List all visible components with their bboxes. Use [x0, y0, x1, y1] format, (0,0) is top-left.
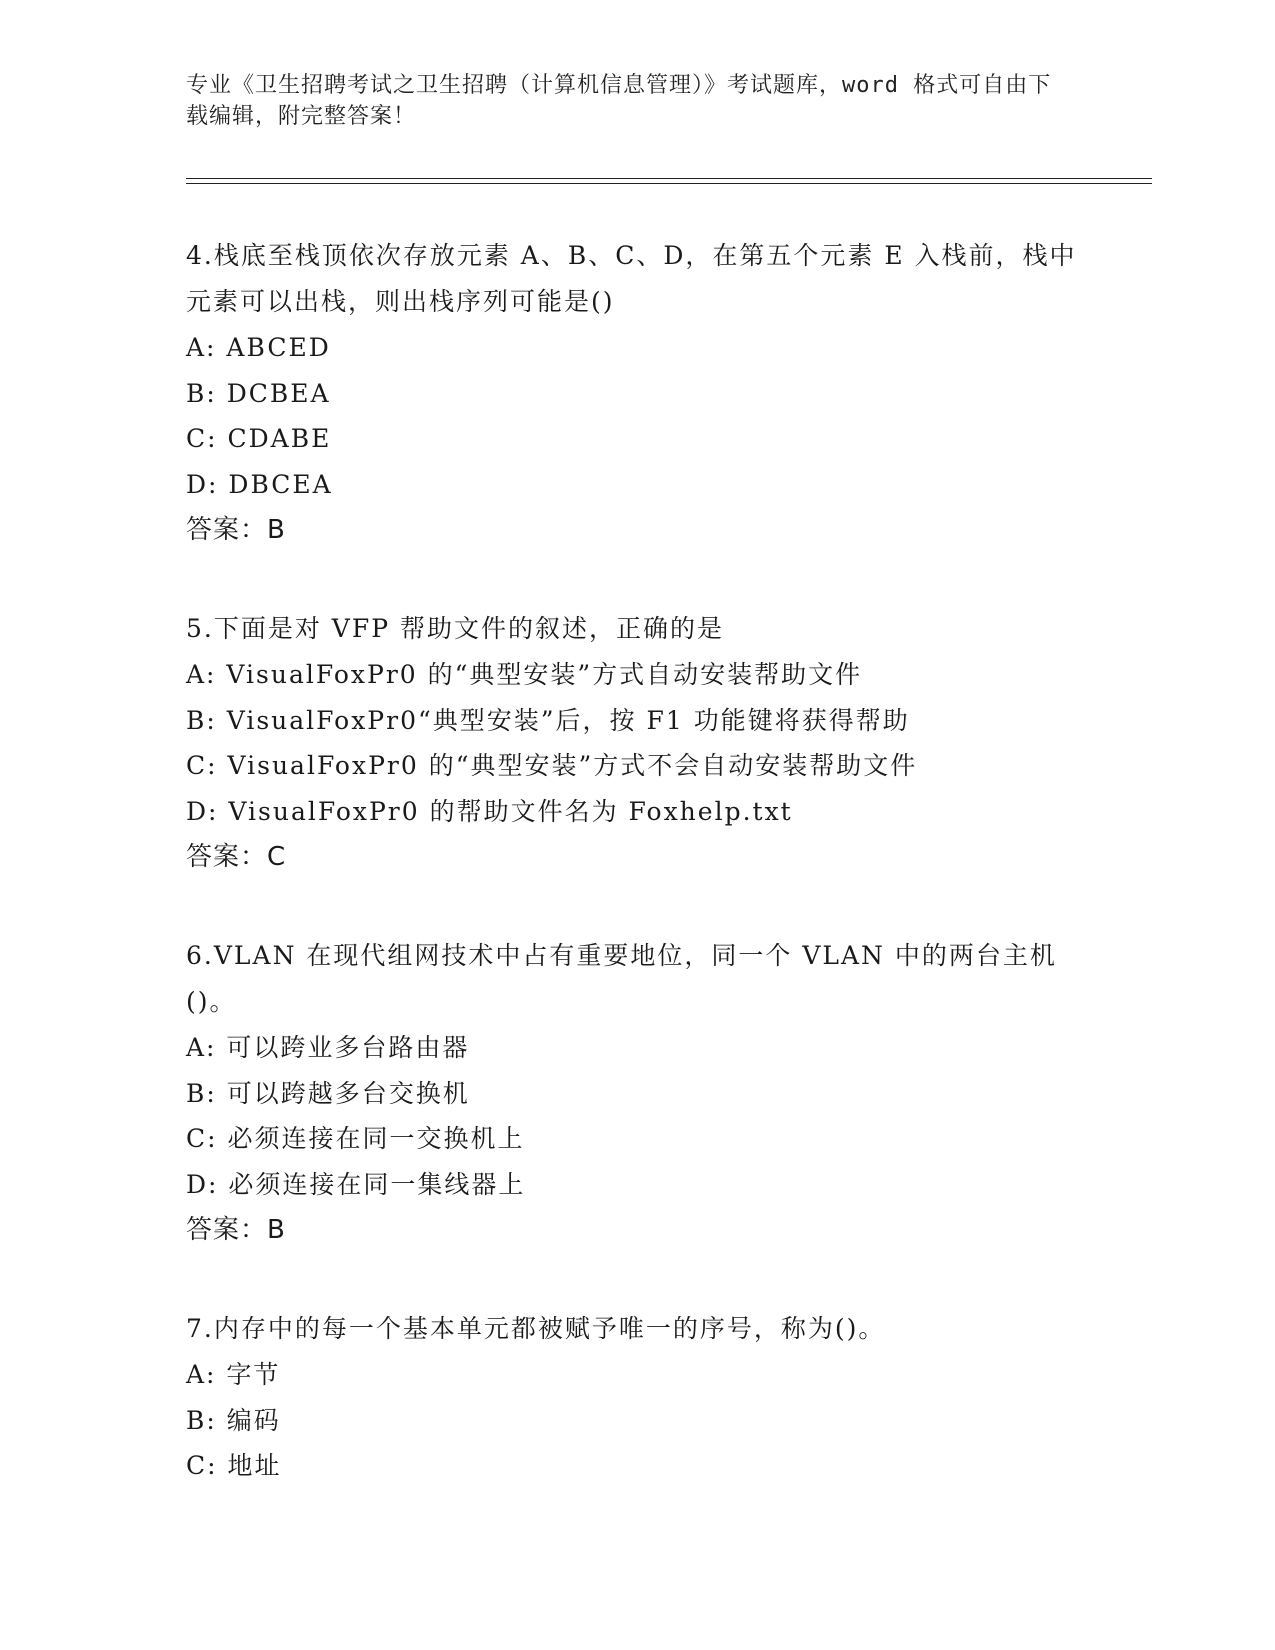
option-b: B: VisualFoxPr0“典型安装”后，按 F1 功能键将获得帮助	[186, 705, 910, 735]
option-c: C: 地址	[186, 1451, 282, 1480]
answer-line: 答案：B	[186, 1215, 286, 1245]
question-stem: 4.栈底至栈顶依次存放元素 A、B、C、D，在第五个元素 E 入栈前，栈中元素可以出栈，则出栈序列可能是()	[186, 241, 1077, 316]
option-b: B: 编码	[186, 1405, 281, 1435]
header-divider-double	[186, 183, 1152, 184]
question-stem: 6.VLAN 在现代组网技术中占有重要地位，同一个 VLAN 中的两台主机()。	[186, 941, 1057, 1016]
option-a: A: ABCED	[186, 333, 331, 362]
header-divider	[186, 178, 1152, 179]
question-5	[186, 606, 1086, 880]
question-stem: 5.下面是对 VFP 帮助文件的叙述，正确的是	[186, 614, 724, 643]
question-4	[186, 233, 1086, 553]
answer-line: 答案：B	[186, 515, 286, 545]
option-b: B: 可以跨越多台交换机	[186, 1078, 470, 1108]
option-c: C: 必须连接在同一交换机上	[186, 1124, 525, 1153]
option-a: A: 字节	[186, 1360, 281, 1389]
option-d: D: DBCEA	[186, 469, 333, 499]
question-stem: 7.内存中的每一个基本单元都被赋予唯一的序号，称为()。	[186, 1314, 886, 1343]
option-d: D: VisualFoxPr0 的帮助文件名为 Foxhelp.txt	[186, 796, 793, 826]
option-d: D: 必须连接在同一集线器上	[186, 1169, 526, 1199]
option-a: A: 可以跨业多台路由器	[186, 1033, 470, 1062]
option-c: C: VisualFoxPr0 的“典型安装”方式不会自动安装帮助文件	[186, 751, 918, 780]
option-a: A: VisualFoxPr0 的“典型安装”方式自动安装帮助文件	[186, 660, 863, 689]
question-list	[186, 233, 1086, 1542]
question-6	[186, 933, 1086, 1253]
question-7	[186, 1306, 1086, 1489]
answer-line: 答案：C	[186, 842, 287, 872]
document-header: 专业《卫生招聘考试之卫生招聘（计算机信息管理）》考试题库，word 格式可自由下载编辑，附完整答案！	[186, 73, 1052, 129]
option-b: B: DCBEA	[186, 378, 331, 408]
option-c: C: CDABE	[186, 424, 332, 453]
